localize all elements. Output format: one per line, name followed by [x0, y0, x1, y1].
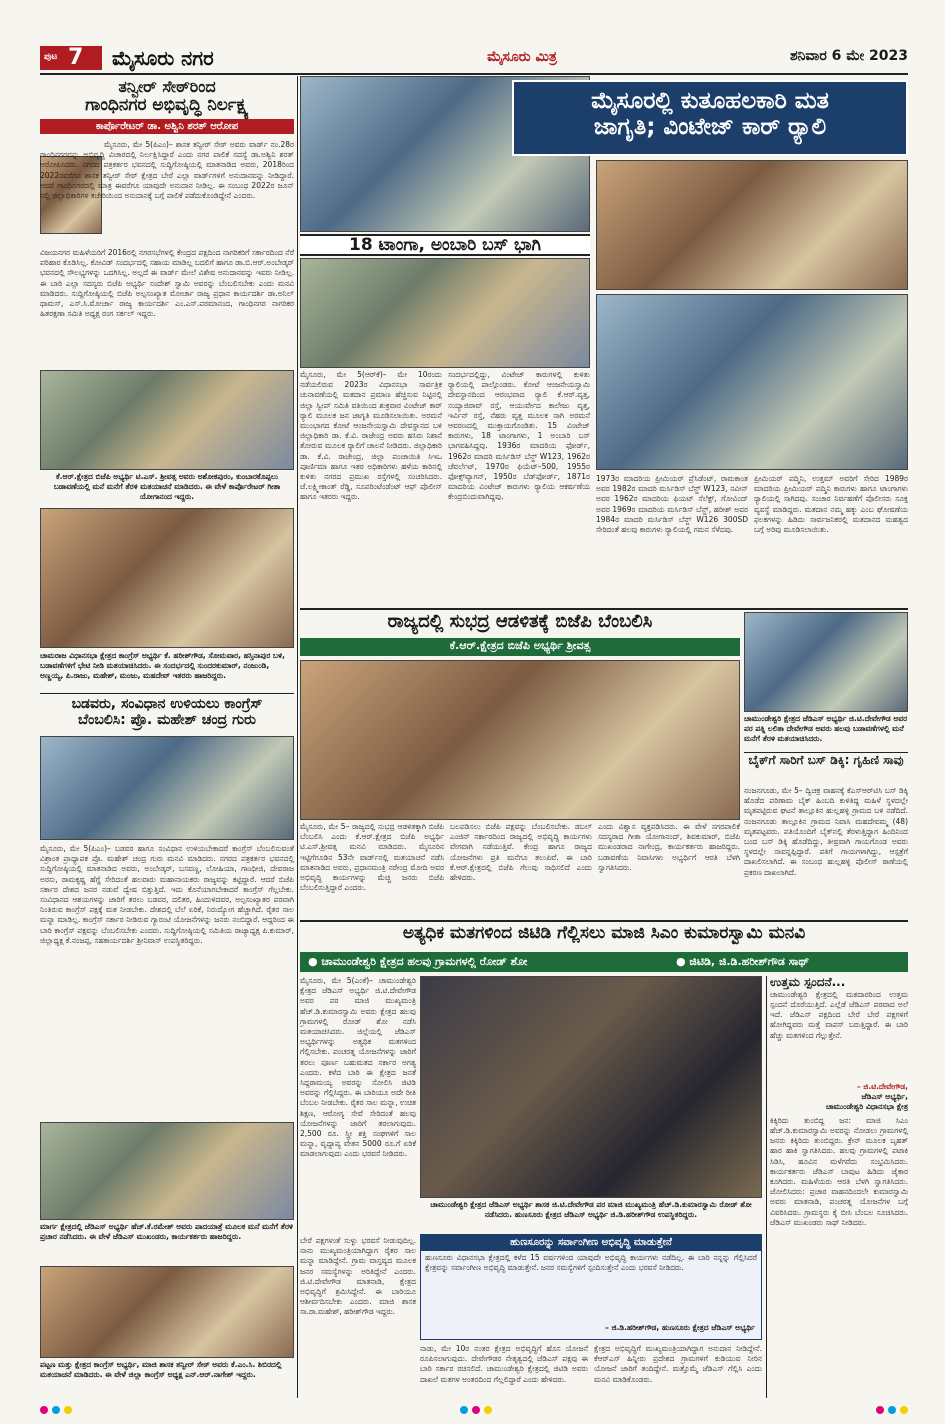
ambari-bus-photo: [596, 294, 908, 470]
story-gandhinagar-body-1: ಮೈಸೂರು, ಮೇ 5(ಪಿಎಂ)– ಶಾಸಕ ತನ್ವೀರ್ ಸೇಠ್ ಅವರು ವಾರ್ಡ್ ನಂ.28ರ ಗಾಂಧಿನಗರವನ್ನು ಅಭಿವೃದ್ಧಿ ವಿಚಾರದಲ್ಲಿ ನಿರ್ಲಕ್ಷಿಸಿದ್ದಾರೆ ಎಂದು ನಗರ ಪಾಲಿಕೆ ಸದಸ್ಯೆ ಡಾ.ಅಶ್ವಿನಿ ಶರತ್ ಆರೋಪಿಸಿದರು. ನಗರದ ಪತ್ರಕರ್ತರ ಭವನದಲ್ಲಿ ಸುದ್ದಿಗೋಷ್ಠಿಯಲ್ಲಿ ಮಾತನಾಡಿದ ಅವರು, 2018ರಿಂದ 2022ರವರೆಗೂ ಶಾಸಕ ತನ್ವೀರ್ ಸೇಠ್ ಕ್ಷೇತ್ರದ ಬೇರೆ ಎಲ್ಲಾ ವಾರ್ಡ್‌ಗಳಿಗೆ ಅನುದಾನವನ್ನು ನೀಡಿದ್ದಾರೆ. ಆದರೆ ಗಾಂಧಿನಗರದಲ್ಲಿ ಮಾತ್ರ ಈವರೆಗೂ ಯಾವುದೇ ಅನುದಾನ ನೀಡಿಲ್ಲ. ಈ ಸಂಬಂಧ 2022ರ ಜೂನ್ ನಲ್ಲಿ ಜಿಲ್ಲಾಧಿಕಾರಿಗಳ ಕಚೇರಿಯಿಂದ ಅನುದಾನಕ್ಕೆ ಬಗ್ಗೆ ಪಾಲಿಕೆ ಪಡೆದುಕೊಂಡಿದ್ದೇನೆ ಎಂದರು.: [40, 140, 294, 201]
bjp-headline: ರಾಜ್ಯದಲ್ಲಿ ಸುಭದ್ರ ಆಡಳಿತಕ್ಕೆ ಬಿಜೆಪಿ ಬೆಂಬಲಿಸಿ: [387, 612, 653, 632]
accident-headline: ಬೈಕ್‌ಗೆ ಸಾರಿಗೆ ಬಸ್ ಡಿಕ್ಕಿ: ಗೃಹಿಣಿ ಸಾವು: [748, 754, 904, 767]
section-title: ಮೈಸೂರು ನಗರ: [112, 46, 214, 70]
home-visit-caption: ಚಾಮುಂಡೇಶ್ವರಿ ಕ್ಷೇತ್ರದ ಜೆಡಿಎಸ್ ಅಭ್ಯರ್ಥಿ ಜಿ.ಟಿ.ದೇವೇಗೌಡ ಅವರ ಪರ ಪತ್ನಿ ಲಲಿತಾ ದೇವೇಗೌಡ ಅವರು ಹಲವು ಬಡಾವಣೆಗಳಲ್ಲಿ ಮನೆ ಮನೆಗೆ ತೆರಳಿ ಮತಯಾಚಿಸಿದರು.: [744, 714, 908, 743]
hdk-subhead-right: ● ಜಿಟಿಡಿ, ಜಿ.ಡಿ.ಹರೀಶ್‌ಗೌಡ ಸಾಥ್: [676, 955, 810, 968]
column-divider: [297, 76, 298, 1398]
divider-left-1: [40, 693, 294, 694]
hdk-body-col4: ಕ್ಷೇತ್ರದ ಅಭಿವೃದ್ಧಿಗೆ ಮುಖ್ಯಮಂತ್ರಿಯಾಗಿದ್ದಾಗ ಅನುದಾನ ನೀಡಿದ್ದೇನೆ. ಕೆಆರ್‌ಎಸ್ ಹಿನ್ನೀರು ಪ್ರದೇಶದ ಗ್ರಾಮಗಳಿಗೆ ಕುಡಿಯುವ ನೀರಿನ ಯೋಜನೆ ಜಾರಿಗೆ ತಂದಿದ್ದೇನೆ. ಮತ್ತೊಮ್ಮೆ ಜೆಡಿಎಸ್ ಗೆಲ್ಲಿಸಿ ಎಂದು ಮನವಿ ಮಾಡಿಕೊಂಡರು.: [594, 1344, 762, 1384]
campaign-photo-4: [40, 1266, 294, 1358]
vintage-headline-1: ಮೈಸೂರಲ್ಲಿ ಕುತೂಹಲಕಾರಿ ಮತ: [591, 88, 829, 114]
campaign-photo-1-caption: ಕೆ.ಆರ್.ಕ್ಷೇತ್ರದ ಬಿಜೆಪಿ ಅಭ್ಯರ್ಥಿ ಟಿ.ಎಸ್. ಶ್ರೀವತ್ಸ ಅವರು ಅಶೋಕಪುರಂ, ಕುಂಬಾರಕೊಪ್ಪಲು ಬಡಾವಣೆಯಲ್ಲಿ ಮನೆ ಮನೆಗೆ ತೆರಳಿ ಮತಯಾಚನೆ ಮಾಡಿದರು. ಈ ವೇಳೆ ಕಾರ್ಪೊರೇಟರ್ ಗೀತಾ ಯೋಗಾನಂದ ಇದ್ದರು.: [53, 472, 281, 501]
masthead-rule: [40, 73, 908, 75]
right-sidebar: [770, 976, 908, 1398]
story-gandhinagar-headline-1: ತನ್ವೀರ್ ಸೇಠ್‌ರಿಂದ: [118, 77, 216, 96]
story-congress-headline-1: ಬಡವರು, ಸಂವಿಧಾನ ಉಳಿಯಲು ಕಾಂಗ್ರೆಸ್: [71, 696, 263, 712]
right-sidebar-sign-name: – ಜಿ.ಟಿ.ದೇವೇಗೌಡ,: [856, 1081, 908, 1091]
vintage-body-col4: ಪ್ರೀಮಿಯರ್ ಪದ್ಮಿನಿ, ಉತ್ತಮ್ ಅವರಿಗೆ ಸೇರಿದ 1989ರ ಮಾದರಿಯ ಪ್ರೀಮಿಯರ್ ಪದ್ಮಿನಿ ಕಾರುಗಳು ಹಾಗೂ ಟಾಂಗಾಗಳು ರ‍್ಯಾಲಿಯಲ್ಲಿ ಸಾಗಿದವು. ಸಂಚಾರ ನಿರ್ವಹಣೆಗೆ ಪೊಲೀಸರು ಸೂಕ್ತ ವ್ಯವಸ್ಥೆ ಮಾಡಿದ್ದರು. ಮತದಾನ ನಮ್ಮ ಹಕ್ಕು ಎಂಬ ಘೋಷಣೆಯ ಫಲಕಗಳನ್ನು ಹಿಡಿದು ಸಾರ್ವಜನಿಕರಲ್ಲಿ ಮತದಾನದ ಮಹತ್ವದ ಬಗ್ಗೆ ಅರಿವು ಮೂಡಿಸಲಾಯಿತು.: [754, 474, 908, 535]
home-visit-photo: [744, 612, 908, 712]
bjp-subhead: ಕೆ.ಆರ್.ಕ್ಷೇತ್ರದ ಬಿಜೆಪಿ ಅಭ್ಯರ್ಥಿ ಶ್ರೀವತ್ಸ: [300, 638, 740, 656]
column-divider-right: [766, 976, 767, 1398]
hunsur-quote-title: ಹುಣಸೂರನ್ನು ಸರ್ವಾಂಗೀಣ ಅಭಿವೃದ್ಧಿ ಮಾಡುತ್ತೇನೆ: [421, 1235, 761, 1251]
story-gandhinagar-kicker: ಕಾರ್ಪೊರೇಟರ್ ಡಾ. ಅಶ್ವಿನಿ ಶರತ್ ಆರೋಪ: [40, 119, 294, 135]
vintage-subhead: 18 ಟಾಂಗಾ, ಅಂಬಾರಿ ಬಸ್ ಭಾಗಿ: [300, 234, 590, 256]
vintage-body-col3: 1973ರ ಮಾದರಿಯ ಪ್ರೀಮಿಯರ್ ಪ್ರೆಸಿಡೆಂಟ್, ರಾಮಕಾಂತ ಅವರ 1982ರ ಮಾದರಿ ಮರ್ಸಿಡಿಸ್ ಬೆನ್ಜ್ W123, ನವೀನ್ ಅವರ 1962ರ ಮಾದರಿಯ ಫಿಯಟ್ ಸೆಲೆಕ್ಟ್, ಗೋವಿಂದ್ ಅವರ 1969ರ ಮಾದರಿಯ ಮರ್ಸಿಡಿಸ್ ಬೆನ್ಜ್, ಹರೀಶ್ ಅವರ 1984ರ ಮಾದರಿ ಮರ್ಸಿಡಿಸ್ ಬೆನ್ಜ್ W126 300SD ಸೇರಿದಂತೆ ಹಲವು ಕಾರುಗಳು ರ‍್ಯಾಲಿಯಲ್ಲಿ ಗಮನ ಸೆಳೆದವು.: [596, 474, 748, 535]
vintage-body-col1: ಮೈಸೂರು, ಮೇ 5(ಆರ್‌ಕೆ)– ಮೇ 10ರಂದು ನಡೆಯಲಿರುವ 2023ರ ವಿಧಾನಸಭಾ ಸಾರ್ವತ್ರಿಕ ಚುನಾವಣೆಯಲ್ಲಿ ಮತದಾನ ಪ್ರಮಾಣ ಹೆಚ್ಚಿಸುವ ನಿಟ್ಟಿನಲ್ಲಿ ಜಿಲ್ಲಾ ಸ್ವೀಪ್ ಸಮಿತಿ ವತಿಯಿಂದ ಶುಕ್ರವಾರ ವಿಂಟೇಜ್ ಕಾರ್ ರ‍್ಯಾಲಿ ಮೂಲಕ ಜನ ಜಾಗೃತಿ ಮೂಡಿಸಲಾಯಿತು. ಅರಮನೆ ಮುಂಭಾಗದ ಕೋಟೆ ಆಂಜನೇಯಸ್ವಾಮಿ ದೇವಸ್ಥಾನದ ಬಳಿ ಜಿಲ್ಲಾಧಿಕಾರಿ ಡಾ. ಕೆ.ವಿ. ರಾಜೇಂದ್ರ ಅವರು ಹಸಿರು ನಿಶಾನೆ ತೋರುವ ಮೂಲಕ ರ‍್ಯಾಲಿಗೆ ಚಾಲನೆ ನೀಡಿದರು. ಜಿಲ್ಲಾಧಿಕಾರಿ ಡಾ. ಕೆ.ವಿ. ರಾಜೇಂದ್ರ, ಜಿಲ್ಲಾ ಪಂಚಾಯಿತಿ ಸಿಇಒ ಪೂರ್ಣಿಮಾ ಹಾಗೂ ಇತರ ಅಧಿಕಾರಿಗಳು ಹಳೆಯ ಕಾರಿನಲ್ಲಿ ಕುಳಿತು ನಗರದ ಪ್ರಮುಖ ರಸ್ತೆಗಳಲ್ಲಿ ಸಂಚರಿಸಿದರು. ಜೆ.ಲಕ್ಷ್ಮೀಕಾಂತ್ ರೆಡ್ಡಿ, ಸೂಪರಿಂಟೆಂಡೆಂಟ್ ಆಫ್ ಪೊಲೀಸ್ ಹಾಗೂ ಇತರರು ಇದ್ದರು.: [300, 370, 442, 502]
hdk-body-col3: ನಾಡು, ಮೇ 10ರ ನಂತರ ಕ್ಷೇತ್ರದ ಅಭಿವೃದ್ಧಿಗೆ ಹೊಸ ಯೋಜನೆ ರೂಪಿಸಲಾಗುವುದು. ದೇವೇಗೌಡರ ನೇತೃತ್ವದಲ್ಲಿ ಜೆಡಿಎಸ್ ಪಕ್ಷವು ಈ ಬಾರಿ ಸರ್ಕಾರ ರಚಿಸಲಿದೆ. ಚಾಮುಂಡೇಶ್ವರಿ ಕ್ಷೇತ್ರದಲ್ಲಿ ಜಿಟಿಡಿ ಅವರು ದಾಖಲೆ ಮತಗಳ ಅಂತರದಿಂದ ಗೆಲ್ಲಲಿದ್ದಾರೆ ಎಂದು ಹೇಳಿದರು.: [420, 1344, 588, 1384]
vintage-headline: [512, 80, 908, 156]
road-show-caption: ಚಾಮುಂಡೇಶ್ವರಿ ಕ್ಷೇತ್ರದ ಜೆಡಿಎಸ್ ಅಭ್ಯರ್ಥಿ ಶಾಸಕ ಜಿ.ಟಿ.ದೇವೇಗೌಡ ಪರ ಮಾಜಿ ಮುಖ್ಯಮಂತ್ರಿ ಹೆಚ್.ಡಿ.ಕುಮಾರಸ್ವಾಮಿ ರೋಡ್ ಶೋ ನಡೆಸಿದರು. ಹುಣಸೂರು ಕ್ಷೇತ್ರದ ಜೆಡಿಎಸ್ ಅಭ್ಯರ್ಥಿ ಜಿ.ಡಿ.ಹರೀಶ್‌ಗೌಡ ಉಪಸ್ಥಿತರಿದ್ದರು.: [430, 1200, 752, 1219]
hdk-subhead-bar: [300, 952, 908, 972]
bjp-campaign-photo: [300, 660, 740, 820]
story-gandhinagar-headline-2: ಗಾಂಧಿನಗರ ಅಭಿವೃದ್ಧಿ ನಿರ್ಲಕ್ಷ್ಯ: [85, 95, 249, 116]
campaign-photo-3: [40, 1122, 294, 1220]
story-congress-body: ಮೈಸೂರು, ಮೇ 5(ಪಿಎಂ)– ಬಡವರ ಹಾಗೂ ಸಂವಿಧಾನ ಉಳಿಯಬೇಕಾದರೆ ಕಾಂಗ್ರೆಸ್ ಬೆಂಬಲಿಸುವಂತೆ ವಿಶ್ರಾಂತ ಪ್ರಾಧ್ಯಾಪಕ ಪ್ರೊ. ಮಹೇಶ್ ಚಂದ್ರ ಗುರು ಮನವಿ ಮಾಡಿದರು. ನಗರದ ಪತ್ರಕರ್ತರ ಭವನದಲ್ಲಿ ಸುದ್ದಿಗೋಷ್ಠಿಯಲ್ಲಿ ಮಾತನಾಡಿದ ಅವರು, ಅಂಬೇಡ್ಕರ್, ಬಸವಣ್ಣ, ಲೋಹಿಯಾ, ಗಾಂಧೀಜಿ, ದೇವರಾಜ ಅರಸು, ರಾಮಕೃಷ್ಣ ಹೆಗ್ಡೆ ಸೇರಿದಂತೆ ಹಲವಾರು ಮಹಾನಾಯಕರು ರಾಜ್ಯವನ್ನು ಕಟ್ಟಿದ್ದಾರೆ. ಆದರೆ ಬಿಜೆಪಿ ಸರ್ಕಾರ ದೇಶದ ಜನರ ನಡುವೆ ದ್ವೇಷ ಬಿತ್ತುತ್ತಿದೆ. ಇದು ಕೊನೆಯಾಗಬೇಕಾದರೆ ಕಾಂಗ್ರೆಸ್ ಗೆಲ್ಲಬೇಕು. ಸಂವಿಧಾನದ ಆಶಯಗಳನ್ನು ಜಾರಿಗೆ ತರಲು ಬಡವರ, ದಲಿತರ, ಹಿಂದುಳಿದವರ, ಅಲ್ಪಸಂಖ್ಯಾತರ ಪರವಾಗಿ ನಿಂತಿರುವ ಕಾಂಗ್ರೆಸ್ ಪಕ್ಷಕ್ಕೆ ಮತ ನೀಡಬೇಕು. ದೇಶದಲ್ಲಿ ಬೆಲೆ ಏರಿಕೆ, ನಿರುದ್ಯೋಗ ಹೆಚ್ಚಾಗಿದೆ. ರೈತರ ಸಾಲ ಮನ್ನಾ ಮಾಡಿಲ್ಲ. ಕಾಂಗ್ರೆಸ್ ಸರ್ಕಾರ ನೀಡಿರುವ ಗ್ಯಾರಂಟಿ ಯೋಜನೆಗಳನ್ನು ಜನರು ನಂಬಿದ್ದಾರೆ. ಆದ್ದರಿಂದ ಈ ಬಾರಿ ಕಾಂಗ್ರೆಸ್ ಪಕ್ಷವನ್ನು ಬೆಂಬಲಿಸಬೇಕು ಎಂದರು. ಸುದ್ದಿಗೋಷ್ಠಿಯಲ್ಲಿ ಸಮಿತಿಯ ರಾಜ್ಯಾಧ್ಯಕ್ಷ ಪಿ.ಕುಮಾರ್, ಜಿಲ್ಲಾಧ್ಯಕ್ಷ ಕೆ.ನಂಜಪ್ಪ, ಸಹಕಾರ್ಯದರ್ಶಿ ಶ್ರೀನಿವಾಸ್ ಉಪಸ್ಥಿತರಿದ್ದರು.: [40, 844, 294, 945]
hdk-subhead-left: ● ಚಾಮುಂಡೇಶ್ವರಿ ಕ್ಷೇತ್ರದ ಹಲವು ಗ್ರಾಮಗಳಲ್ಲಿ ರೋಡ್ ಶೋ: [308, 955, 528, 968]
accident-body: ನಂಜನಗೂಡು, ಮೇ 5– ದ್ವಿಚಕ್ರ ವಾಹನಕ್ಕೆ ಕೆಎಸ್‌ಆರ್‌ಟಿಸಿ ಬಸ್ ಡಿಕ್ಕಿ ಹೊಡೆದ ಪರಿಣಾಮ ಬೈಕ್ ಹಿಂಬದಿ ಕುಳಿತಿದ್ದ ಮಹಿಳೆ ಸ್ಥಳದಲ್ಲೇ ಮೃತಪಟ್ಟಿರುವ ಘಟನೆ ತಾಲ್ಲೂಕಿನ ಹುಲ್ಲಹಳ್ಳಿ ಗ್ರಾಮದ ಬಳಿ ನಡೆದಿದೆ. ನಂಜನಗೂಡು ತಾಲ್ಲೂಕಿನ ಗ್ರಾಮದ ನಿವಾಸಿ ಮಹದೇವಮ್ಮ (48) ಮೃತಪಟ್ಟವರು. ಪತಿಯೊಂದಿಗೆ ಬೈಕ್‌ನಲ್ಲಿ ತೆರಳುತ್ತಿದ್ದಾಗ ಹಿಂದಿನಿಂದ ಬಂದ ಬಸ್ ಡಿಕ್ಕಿ ಹೊಡೆದಿದ್ದು, ತೀವ್ರವಾಗಿ ಗಾಯಗೊಂಡ ಅವರು ಸ್ಥಳದಲ್ಲೇ ಸಾವನ್ನಪ್ಪಿದ್ದಾರೆ. ಪತಿಗೆ ಗಾಯಗಳಾಗಿದ್ದು, ಆಸ್ಪತ್ರೆಗೆ ದಾಖಲಿಸಲಾಗಿದೆ. ಈ ಸಂಬಂಧ ಹುಲ್ಲಹಳ್ಳಿ ಪೊಲೀಸ್ ಠಾಣೆಯಲ್ಲಿ ಪ್ರಕರಣ ದಾಖಲಾಗಿದೆ.: [744, 786, 908, 877]
vintage-headline-2: ಜಾಗೃತಿ; ವಿಂಟೇಜ್ ಕಾರ್ ರ‍್ಯಾಲಿ: [593, 114, 827, 141]
story-congress-headline-2: ಬೆಂಬಲಿಸಿ: ಪ್ರೊ. ಮಹೇಶ್ ಚಂದ್ರ ಗುರು: [78, 712, 256, 729]
right-sidebar-sign-role-1: ಜೆಡಿಎಸ್ ಅಭ್ಯರ್ಥಿ,: [861, 1091, 908, 1101]
right-sidebar-body-1: ಚಾಮುಂಡೇಶ್ವರಿ ಕ್ಷೇತ್ರದಲ್ಲಿ ಮತದಾರರಿಂದ ಉತ್ತಮ ಸ್ಪಂದನೆ ದೊರೆಯುತ್ತಿದೆ. ಎಲ್ಲೆಡೆ ಜೆಡಿಎಸ್ ಪರವಾದ ಅಲೆ ಇದೆ. ಜೆಡಿಎಸ್ ಪಕ್ಷದಿಂದ ಬೇರೆ ಬೇರೆ ಪಕ್ಷಗಳಿಗೆ ಹೋಗಿದ್ದವರು ಮತ್ತೆ ವಾಪಸ್ ಬರುತ್ತಿದ್ದಾರೆ. ಈ ಬಾರಿ ಹೆಚ್ಚು ಮತಗಳಿಂದ ಗೆಲ್ಲುತ್ತೇನೆ.: [770, 989, 908, 1040]
vintage-cars-photo: [300, 258, 590, 368]
registration-marks: [40, 1404, 908, 1416]
right-sidebar-title: ಉತ್ತಮ ಸ್ಪಂದನೆ...: [770, 976, 846, 989]
campaign-photo-2: [40, 508, 294, 648]
right-sidebar-sign: [770, 1082, 908, 1112]
road-show-photo: [420, 976, 762, 1198]
campaign-photo-3-caption: ಮಾರ್ಗ ಕ್ಷೇತ್ರದಲ್ಲಿ ಜೆಡಿಎಸ್ ಅಭ್ಯರ್ಥಿ ಹೆಚ್.ಕೆ.ರಮೇಶ್ ಅವರು ಪಾದಯಾತ್ರೆ ಮೂಲಕ ಮನೆ ಮನೆಗೆ ತೆರಳಿ ಪ್ರಚಾರ ನಡೆಸಿದರು. ಈ ವೇಳೆ ಜೆಡಿಎಸ್ ಮುಖಂಡರು, ಕಾರ್ಯಕರ್ತರು ಹಾಜರಿದ್ದರು.: [40, 1222, 294, 1241]
page-label: ಪುಟ: [44, 52, 58, 62]
right-sidebar-sign-role-2: ಚಾಮುಂಡೇಶ್ವರಿ ವಿಧಾನಸಭಾ ಕ್ಷೇತ್ರ: [825, 1101, 908, 1111]
hdk-body-col1: ಮೈಸೂರು, ಮೇ 5(ಎಂಕೆ)– ಚಾಮುಂಡೇಶ್ವರಿ ಕ್ಷೇತ್ರದ ಜೆಡಿಎಸ್ ಅಭ್ಯರ್ಥಿ ಜಿ.ಟಿ.ದೇವೇಗೌಡ ಅವರ ಪರ ಮಾಜಿ ಮುಖ್ಯಮಂತ್ರಿ ಹೆಚ್.ಡಿ.ಕುಮಾರಸ್ವಾಮಿ ಅವರು ಕ್ಷೇತ್ರದ ಹಲವು ಗ್ರಾಮಗಳಲ್ಲಿ ರೋಡ್ ಶೋ ನಡೆಸಿ ಮತಯಾಚಿಸಿದರು. ಜಿಲ್ಲೆಯಲ್ಲಿ ಜೆಡಿಎಸ್ ಅಭ್ಯರ್ಥಿಗಳನ್ನು ಅತ್ಯಧಿಕ ಮತಗಳಿಂದ ಗೆಲ್ಲಿಸಬೇಕು. ಪಂಚರತ್ನ ಯೋಜನೆಗಳನ್ನು ಜಾರಿಗೆ ತರಲು ಪೂರ್ಣ ಬಹುಮತದ ಸರ್ಕಾರ ಅಗತ್ಯ ಎಂದರು. ಕಳೆದ ಬಾರಿ ಈ ಕ್ಷೇತ್ರದ ಜನತೆ ಸಿದ್ದರಾಮಯ್ಯ ಅವರನ್ನು ಸೋಲಿಸಿ ಜಿಟಿಡಿ ಅವರನ್ನು ಗೆಲ್ಲಿಸಿದ್ದರು. ಈ ಬಾರಿಯೂ ಅದೇ ರೀತಿ ಬೆಂಬಲ ನೀಡಬೇಕು. ರೈತರ ಸಾಲ ಮನ್ನಾ, ಉಚಿತ ಶಿಕ್ಷಣ, ಆರೋಗ್ಯ ಸೇವೆ ಸೇರಿದಂತೆ ಹಲವು ಯೋಜನೆಗಳನ್ನು ಜಾರಿಗೆ ತರಲಾಗುವುದು. 2,500 ರೂ. ಸ್ತ್ರೀ ಶಕ್ತಿ ಸಂಘಗಳಿಗೆ ಸಾಲ ಮನ್ನಾ, ವೃದ್ಧಾಪ್ಯ ವೇತನ 5000 ರೂ.ಗೆ ಏರಿಕೆ ಮಾಡಲಾಗುವುದು ಎಂದು ಭರವಸೆ ನೀಡಿದರು.: [300, 976, 416, 1159]
right-sidebar-body-2: ಕಿಕ್ಕಿರಿದು ತುಂಬಿದ್ದ ಜನ: ಮಾಜಿ ಸಿಎಂ ಹೆಚ್.ಡಿ.ಕುಮಾರಸ್ವಾಮಿ ಅವರನ್ನು ನೋಡಲು ಗ್ರಾಮಗಳಲ್ಲಿ ಜನರು ಕಿಕ್ಕಿರಿದು ತುಂಬಿದ್ದರು. ಕ್ರೇನ್ ಮೂಲಕ ಬೃಹತ್ ಹಾರ ಹಾಕಿ ಸ್ವಾಗತಿಸಿದರು. ಹಲವು ಗ್ರಾಮಗಳಲ್ಲಿ ಪಟಾಕಿ ಸಿಡಿಸಿ, ಹೂವಿನ ಮಳೆಗರೆದು ಸಂಭ್ರಮಿಸಿದರು. ಕಾರ್ಯಕರ್ತರು ಜೆಡಿಎಸ್ ಬಾವುಟ ಹಿಡಿದು ಜೈಕಾರ ಕೂಗಿದರು. ಮಹಿಳೆಯರು ಆರತಿ ಬೆಳಗಿ ಸ್ವಾಗತಿಸಿದರು. ಜೋಲಿಸಿದರು: ಪ್ರಚಾರ ವಾಹನದಿಂದಲೇ ಕುಮಾರಸ್ವಾಮಿ ಅವರು ಮಾತನಾಡಿ, ಪಂಚರತ್ನ ಯೋಜನೆಗಳ ಬಗ್ಗೆ ವಿವರಿಸಿದರು. ಗ್ರಾಮಸ್ಥರು ಕೈ ಬೀಸಿ ಬೆಂಬಲ ಸೂಚಿಸಿದರು. ಜೆಡಿಎಸ್ ಮುಖಂಡರು ಸಾಥ್ ನೀಡಿದರು.: [770, 1115, 908, 1227]
press-meet-photo: [40, 736, 294, 840]
divider-mid-2: [300, 920, 908, 922]
bjp-body-col2: ಬಲಪಡಿಸಲು ಬಿಜೆಪಿ ಪಕ್ಷವನ್ನು ಬೆಂಬಲಿಸಬೇಕು. ಡಬಲ್ ಎಂಜಿನ್ ಸರ್ಕಾರದಿಂದ ರಾಜ್ಯದಲ್ಲಿ ಅಭಿವೃದ್ಧಿ ಕಾರ್ಯಗಳು ವೇಗವಾಗಿ ನಡೆಯುತ್ತಿವೆ. ಕೇಂದ್ರ ಹಾಗೂ ರಾಜ್ಯದ ಯೋಜನೆಗಳು ಪ್ರತಿ ಮನೆಗೂ ತಲುಪಿವೆ. ಈ ಬಾರಿ ಕೆ.ಆರ್.ಕ್ಷೇತ್ರದಲ್ಲಿ ಬಿಜೆಪಿ ಗೆಲುವು ಸಾಧಿಸಲಿದೆ ಎಂದು ಹೇಳಿದರು.: [450, 822, 592, 883]
hunsur-quote-body: ಹುಣಸೂರು ವಿಧಾನಸಭಾ ಕ್ಷೇತ್ರದಲ್ಲಿ ಕಳೆದ 15 ವರ್ಷಗಳಿಂದ ಯಾವುದೇ ಅಭಿವೃದ್ಧಿ ಕಾರ್ಯಗಳು ನಡೆದಿಲ್ಲ. ಈ ಬಾರಿ ನನ್ನನ್ನು ಗೆಲ್ಲಿಸಿದರೆ ಕ್ಷೇತ್ರವನ್ನು ಸರ್ವಾಂಗೀಣ ಅಭಿವೃದ್ಧಿ ಮಾಡುತ್ತೇನೆ. ಜನರ ಸಮಸ್ಯೆಗಳಿಗೆ ಸ್ಪಂದಿಸುತ್ತೇನೆ ಎಂದು ಭರವಸೆ ನೀಡಿದರು.: [425, 1252, 757, 1272]
hunsur-quote-sign: – ಜಿ.ಡಿ.ಹರೀಶ್‌ಗೌಡ, ಹುಣಸೂರು ಕ್ಷೇತ್ರದ ಜೆಡಿಎಸ್ ಅಭ್ಯರ್ಥಿ: [605, 1322, 755, 1332]
masthead: [40, 44, 908, 72]
campaign-photo-2-caption: ಚಾಮರಾಜ ವಿಧಾನಸಭಾ ಕ್ಷೇತ್ರದ ಕಾಂಗ್ರೆಸ್ ಅಭ್ಯರ್ಥಿ ಕೆ. ಹರೀಶ್‌ಗೌಡ, ಸೋಮವಾರ, ಹಸ್ತಿನಾಪುರ ಬಳಿ, ಬಡಾವಣೆಗಳಿಗೆ ಭೇಟಿ ನೀಡಿ ಮತಯಾಚಿಸಿದರು. ಈ ಸಂದರ್ಭದಲ್ಲಿ ಸುಂದರಕುಮಾರ್, ನಂಜುಂಡಿ, ಅಣ್ಣಯ್ಯ, ಪಿ.ರಾಜು, ಮಹೇಶ್, ಮಂಜು, ಮಹದೇವ್ ಇತರರು ಹಾಜರಿದ್ದರು.: [40, 651, 285, 680]
hdk-headline: ಅತ್ಯಧಿಕ ಮತಗಳಿಂದ ಜಿಟಿಡಿ ಗೆಲ್ಲಿಸಲು ಮಾಜಿ ಸಿಎಂ ಕುಮಾರಸ್ವಾಮಿ ಮನವಿ: [402, 924, 806, 943]
campaign-photo-4-caption: ಪಟ್ಟಣ ಮತ್ತು ಕ್ಷೇತ್ರದ ಕಾಂಗ್ರೆಸ್ ಅಭ್ಯರ್ಥಿ, ಮಾಜಿ ಶಾಸಕ ತನ್ವೀರ್ ಸೇಠ್ ಅವರು ಕೆ.ಎಂ.ಸಿ. ಶಿಬಿರದಲ್ಲಿ ಮತಯಾಚನೆ ಮಾಡಿದರು. ಈ ವೇಳೆ ಜಿಲ್ಲಾ ಕಾಂಗ್ರೆಸ್ ಅಧ್ಯಕ್ಷ ಎನ್.ಆರ್.ನಾಗೇಶ್ ಇದ್ದರು.: [40, 1360, 282, 1379]
page-number-badge: [40, 46, 102, 70]
bjp-body-col1: ಮೈಸೂರು, ಮೇ 5– ರಾಜ್ಯದಲ್ಲಿ ಸುಭದ್ರ ಆಡಳಿತಕ್ಕಾಗಿ ಬಿಜೆಪಿ ಬೆಂಬಲಿಸಿ ಎಂದು ಕೆ.ಆರ್.ಕ್ಷೇತ್ರದ ಬಿಜೆಪಿ ಅಭ್ಯರ್ಥಿ ಟಿ.ಎಸ್.ಶ್ರೀವತ್ಸ ಮನವಿ ಮಾಡಿದರು. ಮೈಸೂರಿನ ಇಟ್ಟಿಗೆಗೂಡಿನ 53ನೇ ವಾರ್ಡ್‌ನಲ್ಲಿ ಮತಯಾಚನೆ ನಡೆಸಿ ಮಾತನಾಡಿದ ಅವರು, ಪ್ರಧಾನಮಂತ್ರಿ ನರೇಂದ್ರ ಮೋದಿ ಅವರ ಅಭಿವೃದ್ಧಿ ಕಾರ್ಯಗಳನ್ನು ಮೆಚ್ಚಿ ಜನರು ಬಿಜೆಪಿ ಬೆಂಬಲಿಸುತ್ತಿದ್ದಾರೆ ಎಂದರು.: [300, 822, 444, 893]
page-number: 7: [68, 46, 84, 70]
story-gandhinagar-body-2: ವಿಜಯನಗರ ಮಹಿಳೆಯರಿಗೆ 2016ರಲ್ಲಿ ನಗರಸಭೆಗಳಲ್ಲಿ ಕೇಂದ್ರದ ಪಕ್ಷದಿಂದ ನಾಗರಿಕರಿಗೆ ಸರ್ಕಾರದಿಂದ ನೆರೆ ಪರಿಹಾರ ಕೊಡಿಸಿಲ್ಲ. ಕೋವಿಡ್ ಸಂದರ್ಭದಲ್ಲಿ ಸಹಾಯ ಮಾಡಿಲ್ಲ ಬದಲಿಗೆ ಹಾಗೂ ಡಾ.ಬಿ.ಆರ್.ಅಂಬೇಡ್ಕರ್ ಭವನದಲ್ಲಿ ಸೌಲಭ್ಯಗಳನ್ನು ಒದಗಿಸಿಲ್ಲ. ಅಲ್ಲದೆ ಈ ವಾರ್ಡ್ ಮೇಲೆ ವಿಶೇಷ ಅನುದಾನವನ್ನು ಇವರು ನೀಡಿಲ್ಲ. ಈ ಬಾರಿ ಎಲ್ಲಾ ಸದಸ್ಯರು ಬಿಜೆಪಿ ಅಭ್ಯರ್ಥಿ ಸಂದೇಶ್ ಸ್ವಾಮಿ ಅವರನ್ನು ಬೆಂಬಲಿಸಬೇಕು ಎಂದು ಮನವಿ ಮಾಡಿದರು. ಸುದ್ದಿಗೋಷ್ಠಿಯಲ್ಲಿ ಬಿಜೆಪಿ ಅಲ್ಪಸಂಖ್ಯಾತ ಮೋರ್ಚಾ ರಾಜ್ಯ ಪ್ರಧಾನ ಕಾರ್ಯದರ್ಶಿ ಡಾ.ಅನಿಲ್ ಥಾಮಸ್, ಎಸ್.ಸಿ.ಮೋರ್ಚಾ ರಾಜ್ಯ ಕಾರ್ಯದರ್ಶಿ ಎಂ.ಎಸ್.ಪರಮಾನಂದ, ಗಾಂಧಿನಗರ ನಾಗರಿಕರ ಹಿತರಕ್ಷಣಾ ಸಮಿತಿ ಅಧ್ಯಕ್ಷ ರಂಗ ಸರ್ಕಲ್ ಇದ್ದರು.: [40, 248, 294, 319]
bjp-body-col3: ಎಂದು ವಿಶ್ವಾಸ ವ್ಯಕ್ತಪಡಿಸಿದರು. ಈ ವೇಳೆ ನಗರಪಾಲಿಕೆ ಸದಸ್ಯರಾದ ಗೀತಾ ಯೋಗಾನಂದ್, ಶಿವಕುಮಾರ್, ಬಿಜೆಪಿ ಮುಖಂಡರಾದ ನಾಗೇಂದ್ರ, ಕಾರ್ಯಕರ್ತರು ಹಾಜರಿದ್ದರು. ಬಡಾವಣೆಯ ನಿವಾಸಿಗಳು ಅಭ್ಯರ್ಥಿಗೆ ಆರತಿ ಬೆಳಗಿ ಸ್ವಾಗತಿಸಿದರು.: [598, 822, 740, 872]
vintage-body-col2: ಸಂದರ್ಭದಲ್ಲಿದ್ದು, ವಿಂಟೇಜ್ ಕಾರುಗಳಲ್ಲಿ ಕುಳಿತು ರ‍್ಯಾಲಿಯಲ್ಲಿ ಪಾಲ್ಗೊಂಡರು. ಕೋಟೆ ಆಂಜನೇಯಸ್ವಾಮಿ ದೇವಸ್ಥಾನದಿಂದ ಆರಂಭವಾದ ರ‍್ಯಾಲಿ ಕೆ.ಆರ್.ವೃತ್ತ, ಸಯ್ಯಾಜಿರಾವ್ ರಸ್ತೆ, ಆಯುರ್ವೇದ ಕಾಲೇಜು ವೃತ್ತ, ಇರ್ವಿನ್ ರಸ್ತೆ, ನೆಹರು ವೃತ್ತ ಮೂಲಕ ಸಾಗಿ ಅರಮನೆ ಆವರಣದಲ್ಲಿ ಮುಕ್ತಾಯಗೊಂಡಿತು. 15 ವಿಂಟೇಜ್ ಕಾರುಗಳು, 18 ಟಾಂಗಾಗಳು, 1 ಅಂಬಾರಿ ಬಸ್ ಭಾಗವಹಿಸಿದ್ದವು. 1936ರ ಮಾದರಿಯ ಫೋರ್ಡ್, 1962ರ ಮಾದರಿ ಮರ್ಸಿಡಿಸ್ ಬೆನ್ಜ್ W123, 1962ರ ಚೆವರ್ಲೆಟ್, 1970ರ ಫಿಯೆಟ್–500, 1955ರ ಫೋಕ್ಸ್‌ವ್ಯಾಗನ್, 1950ರ ಬೆಡ್‌ಫೋರ್ಡ್, 1871ರ ಮಾದರಿಯ ವಿಂಟೇಜ್ ಕಾರುಗಳು ರ‍್ಯಾಲಿಯ ಆಕರ್ಷಣೆಯ ಕೇಂದ್ರಬಿಂದುವಾಗಿದ್ದವು.: [448, 370, 590, 502]
officials-rally-photo: [596, 160, 908, 290]
hdk-body-col2: ಬೇರೆ ಪಕ್ಷಗಳಂತೆ ಸುಳ್ಳು ಭರವಸೆ ನೀಡುವುದಿಲ್ಲ. ನಾನು ಮುಖ್ಯಮಂತ್ರಿಯಾಗಿದ್ದಾಗ ರೈತರ ಸಾಲ ಮನ್ನಾ ಮಾಡಿದ್ದೇನೆ. ಗ್ರಾಮ ವಾಸ್ತವ್ಯದ ಮೂಲಕ ಜನರ ಸಮಸ್ಯೆಗಳನ್ನು ಅರಿತಿದ್ದೇನೆ ಎಂದರು. ಜಿ.ಟಿ.ದೇವೇಗೌಡ ಮಾತನಾಡಿ, ಕ್ಷೇತ್ರದ ಅಭಿವೃದ್ಧಿಗೆ ಶ್ರಮಿಸಿದ್ದೇನೆ. ಈ ಬಾರಿಯೂ ಆಶೀರ್ವದಿಸಬೇಕು ಎಂದರು. ಮಾಜಿ ಶಾಸಕ ಸಾ.ರಾ.ಮಹೇಶ್, ಹರೀಶ್‌ಗೌಡ ಇದ್ದರು.: [300, 1236, 416, 1317]
paper-name: ಮೈಸೂರು ಮಿತ್ರ: [487, 49, 557, 65]
divider-right-1: [744, 752, 908, 753]
campaign-photo-1: [40, 370, 294, 470]
story-congress: [40, 696, 294, 1116]
divider-mid-1: [300, 608, 908, 610]
hunsur-quote-box: [420, 1234, 762, 1340]
story-gandhinagar: [40, 76, 294, 366]
issue-date: ಶನಿವಾರ 6 ಮೇ 2023: [789, 48, 908, 64]
